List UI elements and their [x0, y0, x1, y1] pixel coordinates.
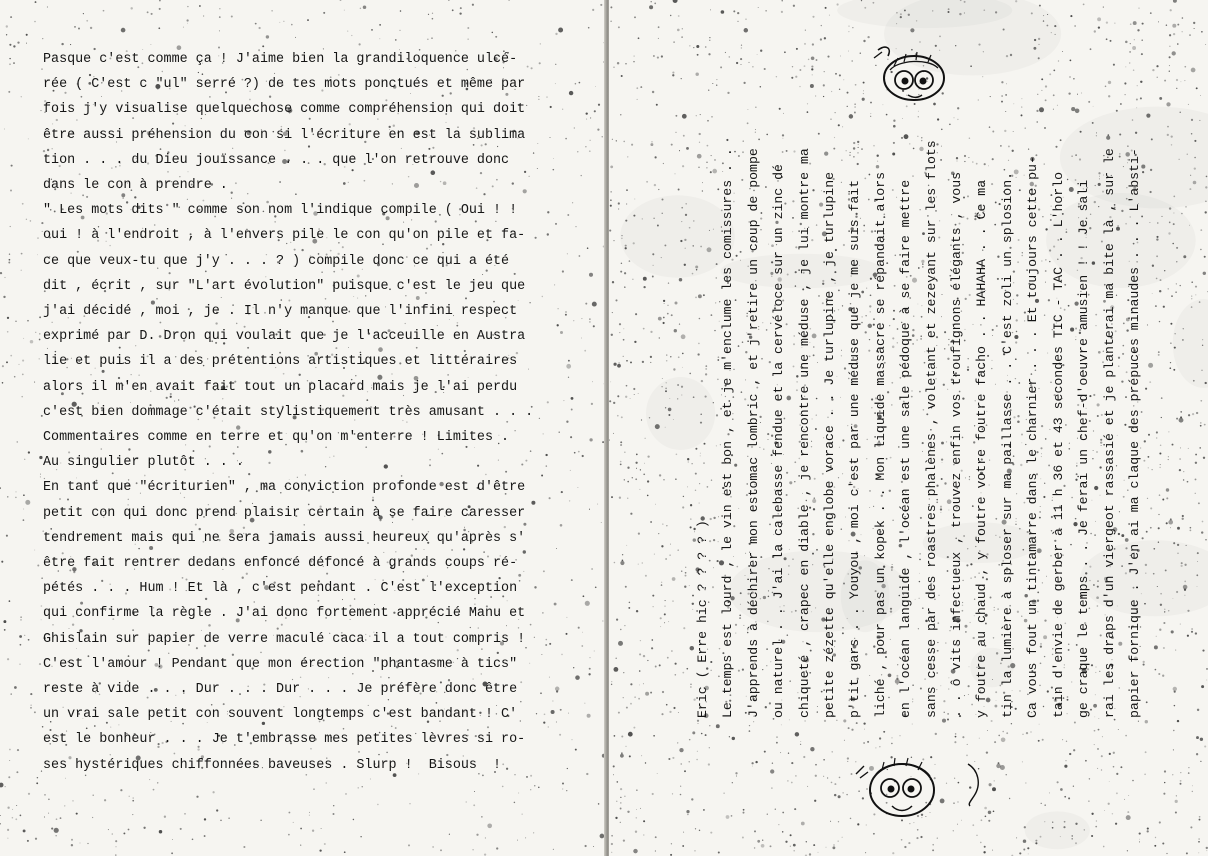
left-page-text-line: tendrement mais qui ne sera jamais aussi heureux qu'après s': [43, 530, 526, 546]
left-page-text-line: ce que veux-tu que j'y . . . ? ) compile donc ce qui a été: [43, 253, 510, 269]
left-page-text-line: c'est bien dommage c'était stylistiquement très amusant . . .: [43, 404, 534, 420]
right-page-text-line: petite zézette qu'elle englobe vorace . . Je turlupine , je turlupine: [822, 171, 838, 718]
left-page-text-line: rée ( C'est c "ul" serré ?) de tes mots ponctués et même par: [43, 77, 526, 93]
left-page-text-line: reste à vide . . . Dur . . . Dur . . . Je préfère donc être: [43, 682, 518, 698]
left-page-text-line: être fait rentrer dedans enfoncé défoncé à grands coups ré-: [43, 556, 518, 572]
right-page-text-line: papier fornique . J'en ai ma claque des prépuces minaudes . . . L'absti-: [1126, 148, 1142, 718]
right-page-text-line: Eric ( Erre hic ? ? ? ? ): [695, 520, 710, 718]
right-page-text-line: chiqueté , crapec en diable , je rencontre une méduse , je lui montre ma: [796, 148, 812, 718]
left-page-text-line: Commentaires comme en terre et qu'on m'enterre ! Limites .: [43, 430, 510, 446]
ink-squiggle-mark: [960, 760, 990, 810]
left-page-text-line: En tant que "écriturien" , ma conviction profonde est d'être: [43, 480, 526, 496]
right-page-text-line: ge craque le temps . . Je ferai un chef-d'oeuvre amusien ! ! Je sali: [1076, 179, 1092, 718]
right-page-text-line: en l'océan languide , l'océan est une sale pédoque à se faire mettre: [898, 179, 914, 718]
left-page-text-line: C'est l'amour ! Pendant que mon érection "phantasme à tics": [43, 656, 518, 672]
right-page-text-line: y foutre au chaud , y foutre votre foutre facho . . HAHAHA . . Ce ma: [974, 179, 990, 718]
right-page-text-line: J'apprends à déchirer mon estomac lombric , et j'retire un coup de pompe: [745, 148, 761, 718]
left-page-text-line: ses hystériques chiffonnées baveuses . Slurp ! Bisous !: [43, 757, 502, 773]
left-page-text-line: alors il m'en avait fait tout un placard mais je l'ai perdu: [43, 379, 518, 395]
doodle-face-bottom-icon: [852, 752, 942, 822]
left-page-text-line: dans le con à prendre .: [43, 178, 228, 194]
right-page-text-line: tain d'envie de gerber à 11 h 36 et 43 secondes TIC - TAC . . L'horlo: [1050, 171, 1066, 718]
left-page-text-line: petit con qui donc prend plaisir certain à se faire caresser: [43, 505, 526, 521]
right-page-text-line: p'tit gars . . Youyou , moi c'est par une méduse que je me suis fait: [847, 179, 863, 718]
left-page-text-line: " Les mots dits " comme son nom l'indique compile ( Oui ! !: [43, 203, 518, 219]
left-page-text-line: tion . . . du Dieu jouïssance . . . que l'on retrouve donc: [43, 152, 510, 168]
left-page-text-line: j'ai décidé , moi , je . Il n'y manque que l'infini respect: [43, 304, 518, 320]
right-page-text-line: Le temps est lourd , le vin est bon , et je m'enclume les comissures . .: [720, 148, 736, 718]
right-page-text-line: liché , pour pas un kopek . . Mon liquide massacre se répandait alors: [872, 171, 888, 718]
right-page-text-line: ou naturel . . J'ai la calebasse fendue et la cervéloce sur un zinc dé: [771, 164, 787, 718]
right-page-text-line: . . ô vits infectueux , trouvez enfin vos troufignons élégants , vous: [949, 171, 965, 718]
right-page-text: [690, 78, 1147, 718]
left-page-text-line: être aussi préhension du con si l'écriture en est la sublima: [43, 127, 526, 143]
right-page-text-line: tin la lumière à sploser sur ma paillasse . . C'est zoli un splosion.: [999, 171, 1015, 718]
left-page-text-line: exprimé par D. Dron qui voulait que je l'acceuille en Austra: [43, 329, 526, 345]
left-page-text-line: un vrai sale petit con souvent longtemps c'est bandant ! C': [43, 707, 518, 723]
doodle-face-top-icon: [868, 40, 954, 106]
left-page-text-line: Au singulier plutôt . . .: [43, 455, 244, 471]
left-page-text: [43, 47, 543, 778]
left-page-text-line: oui ! à l'endroit , à l'envers pile le con qu'on pile et fa-: [43, 228, 526, 244]
left-page-text-line: Ghislain sur papier de verre maculé caca il a tout compris !: [43, 631, 526, 647]
left-page-text-line: pétés . . . Hum ! Et là , c'est pendant . C'est l'exception: [43, 581, 518, 597]
left-page-text-line: qui confirme la règle . J'ai donc fortement apprécié Manu et: [43, 606, 526, 622]
left-page-text-line: dit , écrit , sur "L'art évolution" puisque c'est le jeu que: [43, 278, 526, 294]
left-page-text-line: Pasque c'est comme ça ! J'aime bien la grandiloquence ulcé-: [43, 52, 518, 67]
left-page-text-line: fois j'y visualise quelquechose comme compréhension qui doit: [43, 102, 526, 118]
left-page-text-line: lie et puis il a des prétentions artistiques et littéraires: [43, 354, 518, 370]
right-page-text-line: Ca vous fout un tintamarre dans le charnier . . . Et toujours cette pu-: [1025, 156, 1041, 718]
right-page-text-line: sans cesse par des roastres phalènes , voletant et zezeyant sur les flots: [923, 140, 939, 718]
left-page-text-line: est le bonheur . . . Je t'embrasse mes petites lèvres si ro-: [43, 732, 526, 748]
right-page-text-line: rai les draps d'un viergeot rassasié et je planterai ma bite là , sur le: [1101, 148, 1117, 718]
